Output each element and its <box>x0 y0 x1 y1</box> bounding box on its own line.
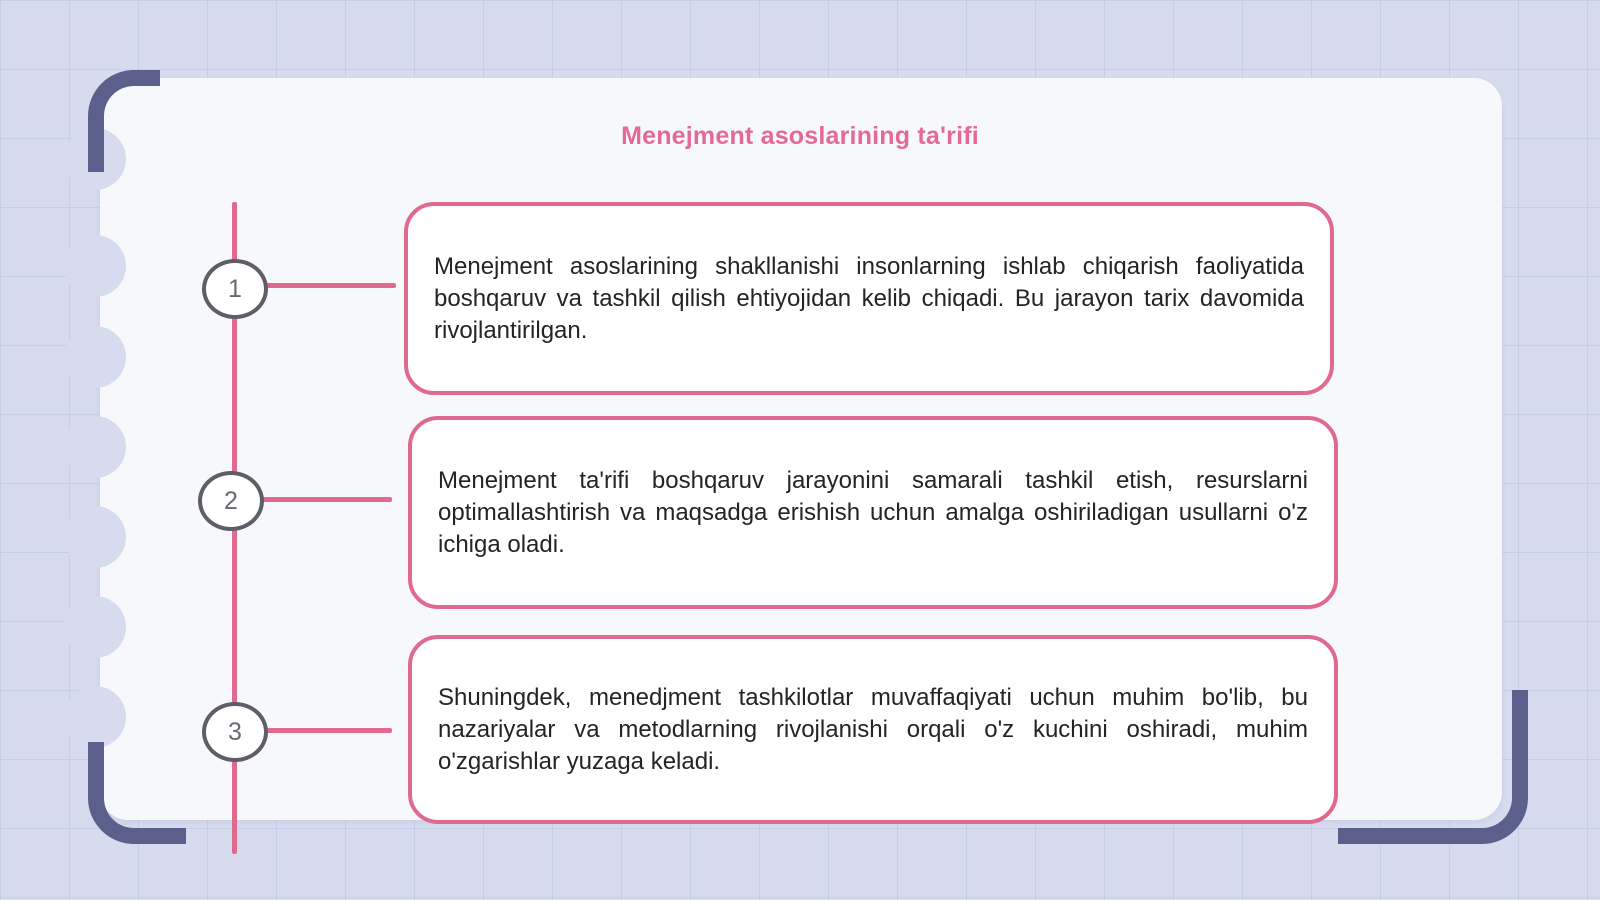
timeline-connector <box>265 728 392 733</box>
step-number-badge: 1 <box>202 259 268 319</box>
sheet-scallop-notch <box>64 235 126 297</box>
timeline-connector <box>262 497 392 502</box>
corner-bracket-bottom-right <box>1338 690 1528 844</box>
slide-title: Menejment asoslarining ta'rifi <box>621 122 979 150</box>
sheet-scallop-notch <box>64 596 126 658</box>
step-card-text: Menejment ta'rifi boshqaruv jarayonini samarali tashkil etish, resurslarni optimallashtirish va maqsadga erishish uchun amalga oshiriladigan usullarni o'z ichiga oladi. <box>438 466 1308 558</box>
corner-bracket-bottom-left <box>88 742 186 844</box>
sheet-scallop-notch <box>64 326 126 388</box>
sheet-scallop-notch <box>64 686 126 748</box>
step-number-badge: 3 <box>202 702 268 762</box>
step-card <box>404 202 1334 395</box>
sheet-scallop-notch <box>64 506 126 568</box>
timeline-connector <box>265 283 396 288</box>
step-card-text: Shuningdek, menedjment tashkilotlar muvaffaqiyati uchun muhim bo'lib, bu nazariyalar va metodlarning rivojlanishi orqali o'z kuchini oshiradi, muhim o'zgarishlar yuzaga keladi. <box>438 683 1308 775</box>
step-card-text: Menejment asoslarining shakllanishi insonlarning ishlab chiqarish faoliyatida boshqaruv va tashkil qilish ehtiyojidan kelib chiqadi. Bu jarayon tarix davomida rivojlantirilgan. <box>434 252 1304 344</box>
corner-bracket-top-left <box>88 70 160 172</box>
step-card <box>408 635 1338 824</box>
step-number-badge: 2 <box>198 471 264 531</box>
sheet-scallop-notch <box>64 416 126 478</box>
step-card <box>408 416 1338 609</box>
